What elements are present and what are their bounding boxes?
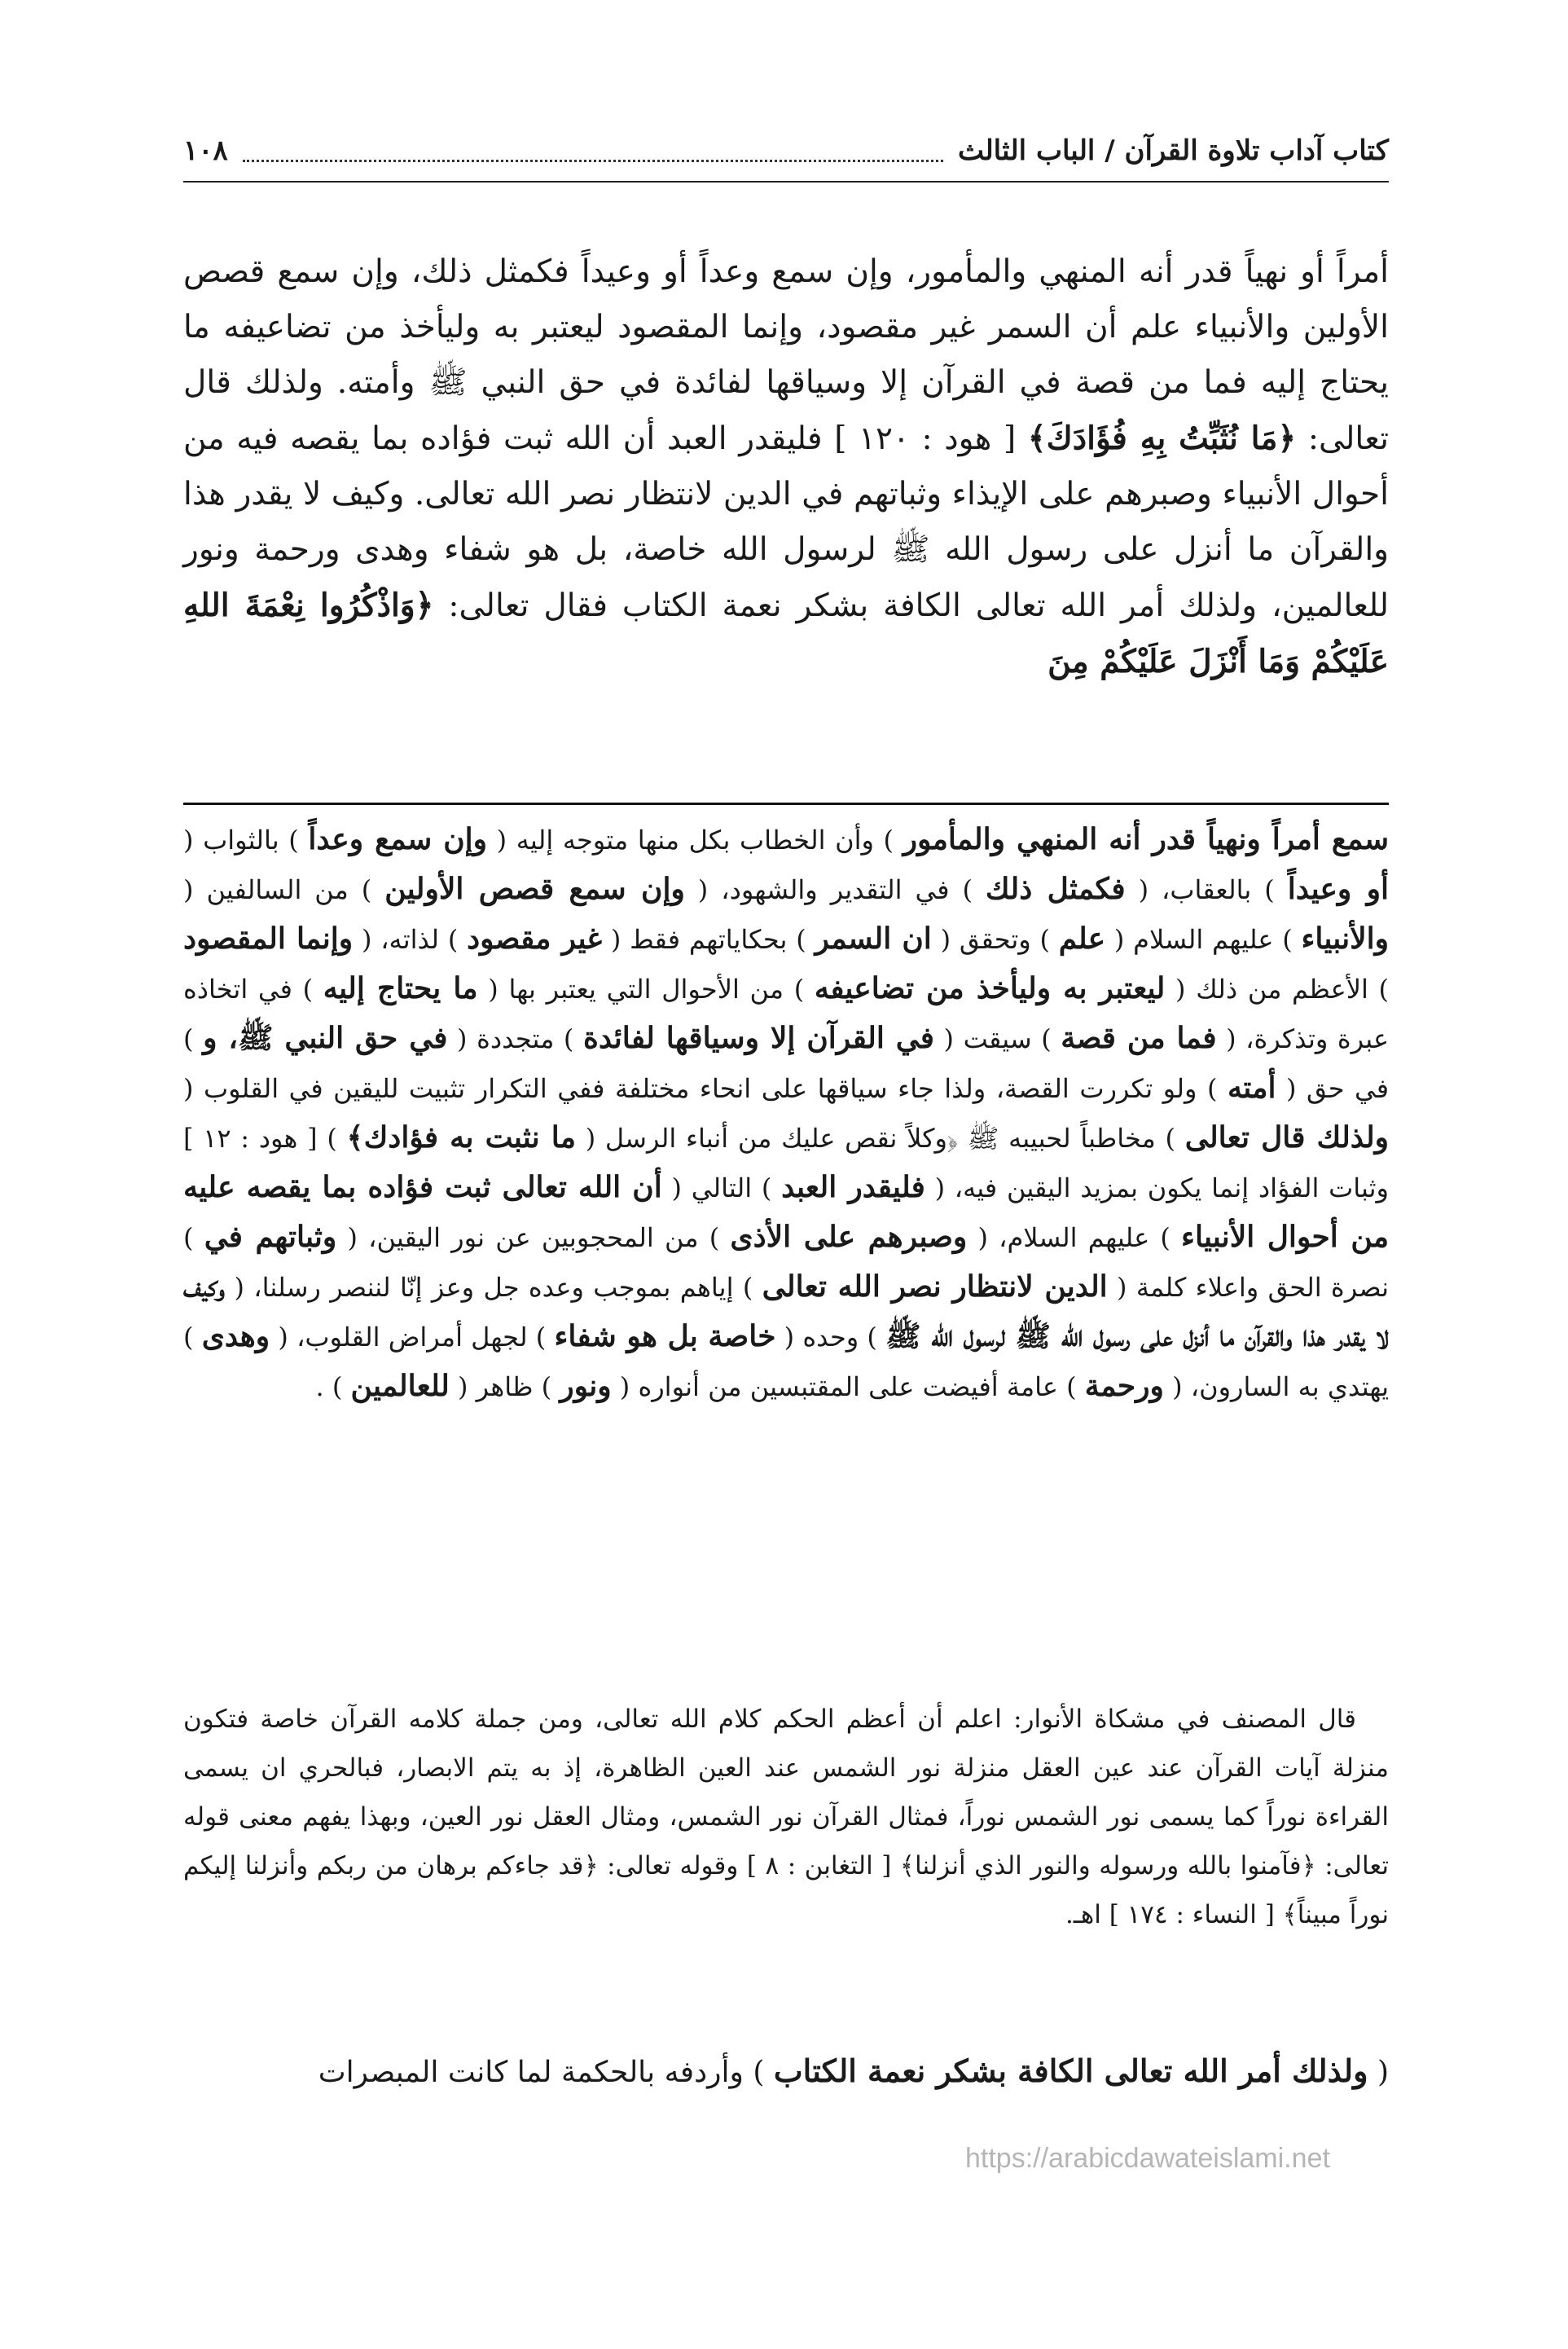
commentary-quote: في القرآن إلا وسياقها لفائدة [582, 1021, 934, 1055]
header-divider [183, 181, 1389, 183]
commentary-text: ) متجددة ( [447, 1023, 583, 1054]
commentary-quote: وإنما المقصود [183, 922, 354, 956]
commentary-text: ) من السالفين ( [183, 874, 385, 905]
commentary-text: ) من الأحوال التي يعتبر بها ( [477, 974, 815, 1005]
main-text-block [183, 244, 1389, 690]
commentary-quote: فليقدر العبد [781, 1170, 925, 1204]
header-dotted-leader [243, 140, 943, 162]
commentary-block [183, 815, 1389, 1411]
commentary-quote: أو وعيداً [1287, 872, 1390, 906]
commentary-quote: أن الله تعالى ثبت فؤاده بما يقصه عليه من أحوال الأنبياء [183, 1170, 1390, 1254]
commentary-quote: خاصة بل هو شفاء [554, 1319, 776, 1353]
footnote-text: قال المصنف في مشكاة الأنوار: اعلم أن أعظم الحكم كلام الله تعالى، ومن جملة كلامه القرآن خاصة فتكون منزلة آيات القرآن عند عين العقل منزلة نور الشمس عند العين الظاهرة، إذ به يتم الابصار، فبالحري ان يسمى القراءة نوراً كما يسمى نور الشمس نوراً، فمثال القرآن نور الشمس، ومثال العقل نور العين، وبهذا يفهم معنى قوله تعالى: ﴿فآمنوا بالله ورسوله والنور الذي أنزلنا﴾ [ التغابن : ٨ ] وقوله تعالى: ﴿قد جاءكم برهان من ربكم وأنزلنا إليكم نوراً مبيناً﴾ [ النساء : ١٧٤ ] اهـ. [183, 1705, 1389, 1929]
commentary-quote: والأنبياء [1301, 922, 1390, 956]
text-commentary-divider [183, 803, 1389, 805]
watermark-url: https://arabicdawateislami.net [965, 2143, 1330, 2174]
commentary-quote: ما يحتاج إليه [323, 971, 478, 1005]
commentary-text: ) عليهم السلام ( [1105, 924, 1302, 955]
commentary-text: ) يهتدي به السارون، ( [183, 1322, 1389, 1402]
main-paragraph [183, 244, 1389, 690]
commentary-text: ) وأن الخطاب بكل منها متوجه إليه ( [487, 825, 903, 856]
commentary-quote: وصبرهم على الأذى [730, 1220, 968, 1254]
commentary-text: ) عامة أفيضت على المقتبسين من أنواره ( [611, 1371, 1085, 1402]
continuation-quote: ولذلك أمر الله تعالى الكافة بشكر نعمة الكتاب [773, 2052, 1368, 2089]
commentary-text: ) نصرة الحق واعلاء كلمة ( [183, 1222, 1389, 1303]
commentary-quote: للعالمين [350, 1369, 450, 1403]
quran-verse-1: ﴿مَا نُثَبِّتُ بِهِ فُؤَادَكَ﴾ [1027, 420, 1297, 457]
commentary-text: ) في اتخاذه عبرة وتذكرة، ( [183, 974, 1390, 1054]
commentary-quote: وكيف لا يقدر هذا والقرآن ما أنزل على رسول الله ﷺ لرسول الله ﷺ [183, 1269, 1390, 1353]
commentary-text: ) التالي ( [661, 1172, 782, 1203]
commentary-text: ) بالثواب ( [183, 825, 309, 856]
continuation-text: ) وأردفه بالحكمة لما كانت المبصرات [318, 2056, 774, 2089]
commentary-text: ) ظاهر ( [449, 1371, 560, 1402]
commentary-quote: ونور [560, 1369, 612, 1403]
commentary-text: ) ولو تكررت القصة، ولذا جاء سياقها على انحاء مختلفة ففي التكرار تثبيت لليقين في القلوب ( [183, 1073, 1228, 1104]
commentary-quote: فكمثل ذلك [985, 872, 1126, 906]
continuation-line [183, 2045, 1389, 2099]
page-number: ١٠٨ [183, 134, 228, 167]
main-text-part-1: أمراً أو نهياً قدر أنه المنهي والمأمور، وإن سمع وعداً أو وعيداً فكمثل ذلك، وإن سمع قصص الأولين والأنبياء علم أن السمر غير مقصود، وإنما المقصود ليعتبر به وليأخذ من تضاعيفه ما يحتاج إليه فما من قصة في القرآن إلا وسياقها لفائدة في حق النبي ﷺ وأمته. ولذلك قال تعالى: [183, 253, 1389, 457]
commentary-text: ) الأعظم من ذلك ( [1165, 974, 1390, 1005]
header-title: كتاب آداب تلاوة القرآن / الباب الثالث [957, 134, 1389, 167]
commentary-quote: وهدى [201, 1319, 270, 1353]
commentary-text: ) في التقدير والشهود، ( [684, 874, 986, 905]
commentary-text: ) وتحقق ( [931, 924, 1059, 955]
commentary-quote: فما من قصة [1061, 1021, 1217, 1055]
commentary-quote: ما نثبت به فؤادك﴾ [346, 1120, 576, 1155]
running-header [183, 126, 1389, 175]
commentary-text: ) لذاته، ( [353, 924, 468, 955]
commentary-text: ) سيقت ( [933, 1023, 1061, 1054]
commentary-quote: وإن سمع وعداً [308, 822, 488, 856]
commentary-quote: وإن سمع قصص الأولين [384, 872, 685, 906]
commentary-text: ) لجهل أمراض القلوب، ( [270, 1322, 555, 1353]
commentary-quote: سمع أمراً ونهياً قدر أنه المنهي والمأمور [903, 822, 1390, 856]
commentary-text: ) إياهم بموجب وعده جل وعز إنّا لننصر رسلنا، ( [225, 1272, 762, 1303]
commentary-text: ) عليهم السلام، ( [967, 1222, 1182, 1253]
commentary-paragraph [183, 815, 1389, 1411]
commentary-quote: أمته [1228, 1071, 1276, 1105]
commentary-quote: ليعتبر به وليأخذ من تضاعيفه [814, 971, 1166, 1005]
commentary-text: ) بحكاياتهم فقط ( [602, 924, 815, 955]
commentary-text: ) [ هود : ١٢ ] وثبات الفؤاد إنما يكون بمزيد اليقين فيه، ( [183, 1123, 1389, 1203]
commentary-quote: ولذلك قال تعالى [1184, 1120, 1390, 1155]
commentary-quote: الدين لانتظار نصر الله تعالى [762, 1269, 1108, 1304]
commentary-quote: ورحمة [1084, 1369, 1164, 1403]
commentary-text: ) . [315, 1371, 351, 1402]
commentary-quote: غير مقصود [467, 922, 603, 956]
commentary-text: ) وحده ( [775, 1322, 886, 1353]
commentary-text: ) من المحجوبين عن نور اليقين، ( [336, 1222, 731, 1253]
commentary-quote: علم [1058, 922, 1106, 956]
commentary-text: ) بالعقاب، ( [1125, 874, 1288, 905]
commentary-quote: في حق النبي ﷺ، و [203, 1021, 448, 1055]
continuation-paragraph: ( ولذلك أمر الله تعالى الكافة بشكر نعمة الكتاب ) وأردفه بالحكمة لما كانت المبصرات [318, 2052, 1389, 2089]
main-text-part-2: [ هود : ١٢٠ ] فليقدر العبد أن الله ثبت فؤاده بما يقصه فيه من أحوال الأنبياء وصبرهم على الإيذاء وثباتهم في الدين لانتظار نصر الله تعالى. وكيف لا يقدر هذا والقرآن ما أنزل على رسول الله ﷺ لرسول الله خاصة، بل هو شفاء وهدى ورحمة ونور للعالمين، ولذلك أمر الله تعالى الكافة بشكر نعمة الكتاب فقال تعالى: [183, 420, 1389, 624]
commentary-quote: وثباتهم في [204, 1220, 337, 1254]
commentary-text: ) مخاطباً لحبيبه ﷺ ﴿وكلاً نقص عليك من أنباء الرسل ( [576, 1123, 1185, 1154]
quran-verse-2: ﴿وَاذْكُرُوا نِعْمَةَ اللهِ عَلَيْكُمْ وَمَا أَنْزَلَ عَلَيْكُمْ مِنَ [183, 587, 1389, 680]
footnote-block [183, 1695, 1389, 1939]
commentary-quote: ان السمر [815, 922, 932, 956]
commentary-text: ) في حق ( [183, 1023, 1390, 1104]
